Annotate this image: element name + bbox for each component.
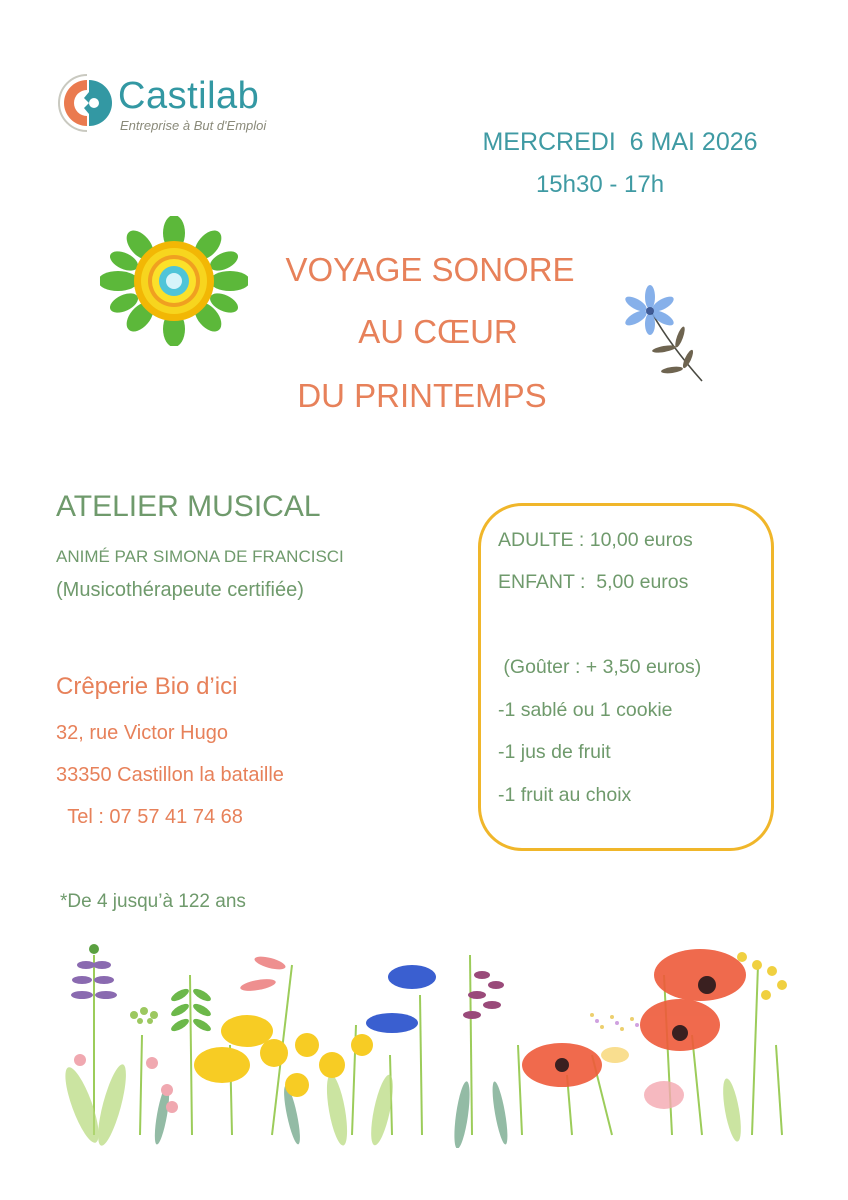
atelier-host: ANIMÉ PAR SIMONA DE FRANCISCI	[56, 547, 344, 566]
price-adult: ADULTE : 10,00 euros	[498, 529, 693, 551]
logo-name: Castilab	[118, 75, 260, 117]
venue-city: 33350 Castillon la bataille	[56, 764, 284, 786]
sunflower-icon	[100, 216, 248, 346]
event-title-line-1: VOYAGE SONORE	[285, 251, 575, 288]
logo-tagline: Entreprise à But d'Emploi	[120, 118, 267, 133]
event-title-line-2: AU CŒUR	[358, 313, 518, 350]
price-child: ENFANT : 5,00 euros	[498, 571, 689, 593]
atelier-host-title: (Musicothérapeute certifiée)	[56, 579, 304, 601]
snack-item: -1 sablé ou 1 cookie	[498, 699, 673, 721]
ages-note: *De 4 jusqu’à 122 ans	[60, 891, 246, 912]
event-title-line-3: DU PRINTEMPS	[297, 377, 547, 414]
venue-phone: Tel : 07 57 41 74 68	[62, 806, 243, 828]
castilab-c-icon	[56, 72, 118, 134]
wildflower-meadow	[52, 935, 796, 1148]
venue-name: Crêperie Bio d’ici	[56, 673, 238, 700]
snack-item: -1 jus de fruit	[498, 741, 611, 763]
snack-header: (Goûter : + 3,50 euros)	[498, 656, 702, 678]
venue-street: 32, rue Victor Hugo	[56, 722, 228, 744]
snack-item: -1 fruit au choix	[498, 784, 632, 806]
event-time: 15h30 - 17h	[535, 171, 665, 198]
event-date: MERCREDI 6 MAI 2026	[482, 128, 758, 156]
castilab-logo	[56, 72, 286, 142]
atelier-heading: ATELIER MUSICAL	[56, 490, 321, 523]
blue-flower-icon	[620, 285, 708, 385]
